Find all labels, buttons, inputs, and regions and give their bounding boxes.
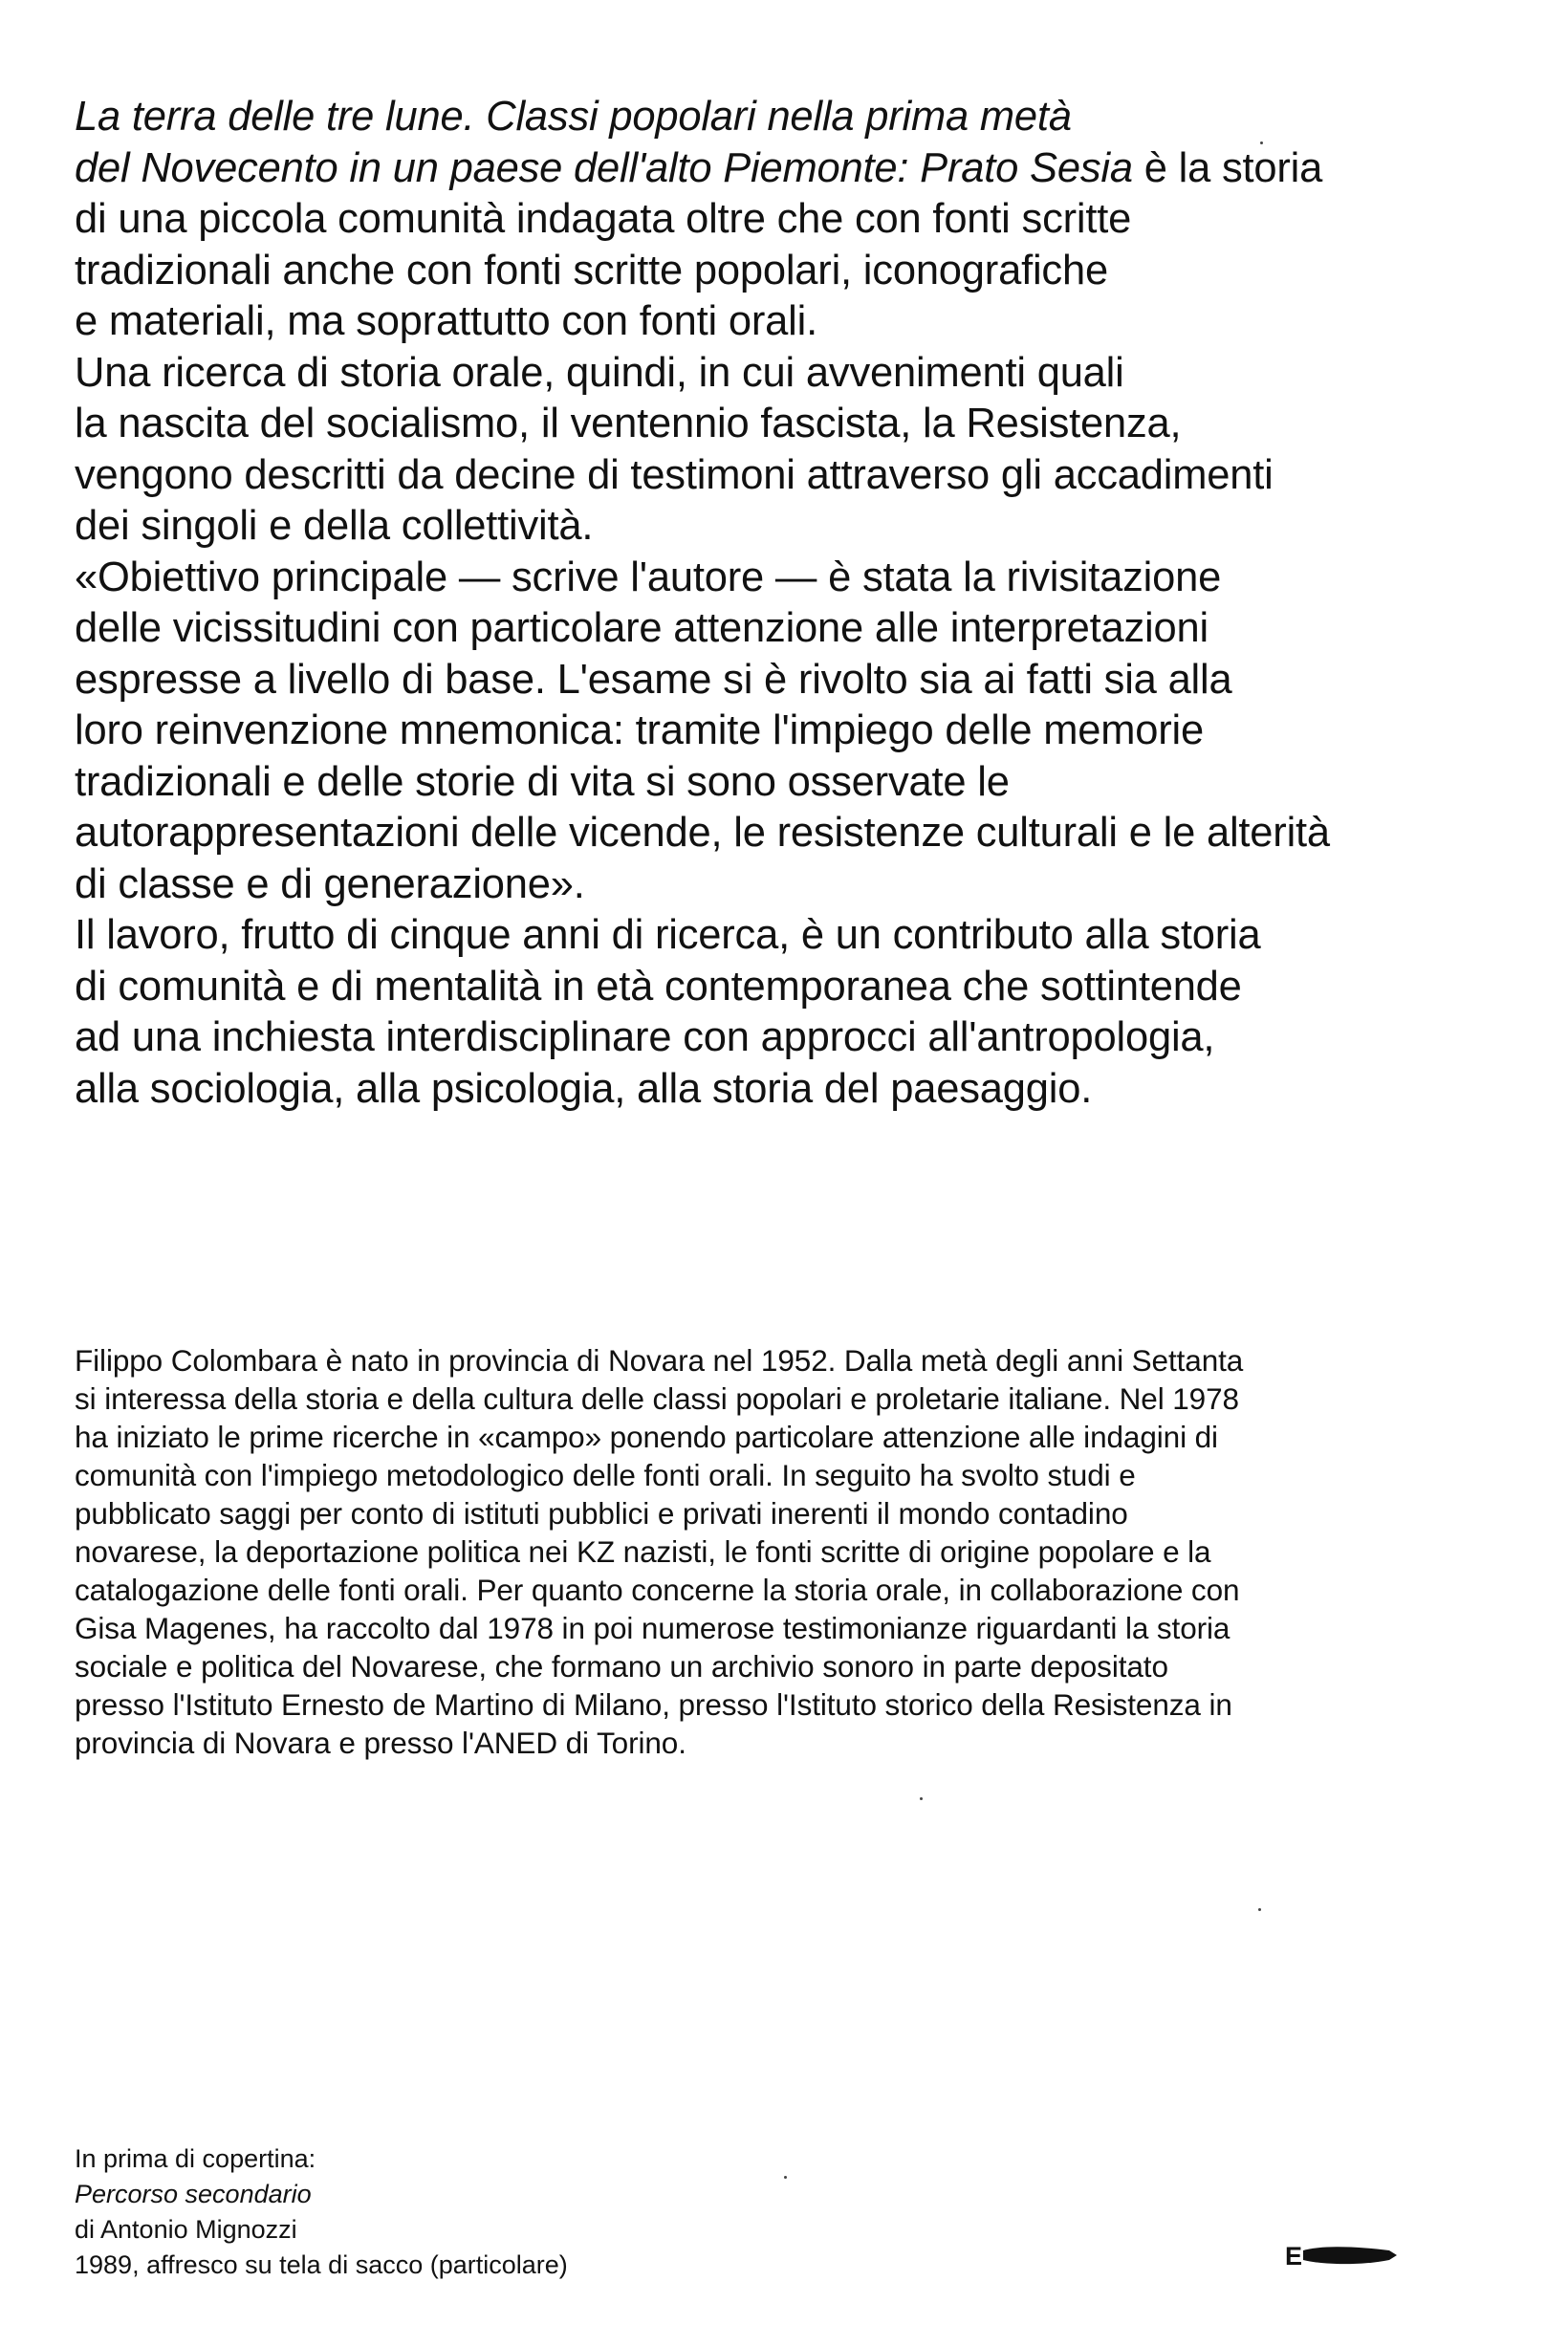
blurb-line: alla sociologia, alla psicologia, alla storia del paesaggio. [75, 1065, 1093, 1112]
blurb-line: Il lavoro, frutto di cinque anni di ricerca, è un contributo alla storia [75, 912, 1261, 958]
back-cover-blurb [75, 92, 1499, 1115]
bio-line: sociale e politica del Novarese, che formano un archivio sonoro in parte depositato [75, 1649, 1168, 1684]
bio-line: ha iniziato le prime ricerche in «campo» ponendo particolare attenzione alle indagini di [75, 1420, 1218, 1454]
blurb-line: vengono descritti da decine di testimoni attraverso gli accadimenti [75, 451, 1274, 498]
artwork-title: Percorso secondario [75, 2180, 312, 2208]
blurb-line: Una ricerca di storia orale, quindi, in cui avvenimenti quali [75, 349, 1124, 396]
print-speck [1258, 1908, 1261, 1911]
blurb-line: del Novecento in un paese dell'alto Piemonte: Prato Sesia è la storia [75, 144, 1323, 191]
blurb-line: tradizionali e delle storie di vita si sono osservate le [75, 758, 1010, 805]
blurb-line: ad una inchiesta interdisciplinare con approcci all'antropologia, [75, 1014, 1215, 1060]
blurb-line: loro reinvenzione mnemonica: tramite l'impiego delle memorie [75, 707, 1205, 753]
print-speck [1260, 141, 1263, 144]
blurb-line: autorappresentazioni delle vicende, le resistenze culturali e le alterità [75, 810, 1330, 856]
blurb-line: di classe e di generazione». [75, 860, 585, 907]
print-speck [920, 1797, 923, 1800]
artist-name: di Antonio Mignozzi [75, 2215, 297, 2244]
blurb-line: espresse a livello di base. L'esame si è rivolto sia ai fatti sia alla [75, 656, 1232, 703]
blurb-line: dei singoli e della collettività. [75, 503, 594, 549]
book-title-italic: La terra delle tre lune. Classi popolari nella prima metà [75, 94, 1072, 140]
credit-heading: In prima di copertina: [75, 2144, 316, 2173]
bio-line: si interessa della storia e della cultura delle classi popolari e proletarie italiane. Nel 1978 [75, 1381, 1239, 1416]
publisher-logo-icon [1284, 2241, 1399, 2270]
logo-letter: E [1285, 2242, 1303, 2270]
blurb-paragraph-1 [75, 92, 1499, 348]
blurb-paragraph-3-quote [75, 553, 1499, 911]
author-bio [75, 1341, 1499, 1762]
bio-line: catalogazione delle fonti orali. Per quanto concerne la storia orale, in collaborazione con [75, 1573, 1240, 1607]
cover-image-credit [75, 2141, 568, 2283]
blurb-paragraph-2 [75, 348, 1499, 553]
bio-line: comunità con l'impiego metodologico delle fonti orali. In seguito ha svolto studi e [75, 1458, 1136, 1492]
book-subtitle-italic: del Novecento in un paese dell'alto Piemonte: Prato Sesia [75, 144, 1133, 191]
logo-mark [1303, 2247, 1397, 2264]
blurb-paragraph-4 [75, 910, 1499, 1115]
blurb-line: la nascita del socialismo, il ventennio fascista, la Resistenza, [75, 401, 1182, 446]
print-speck [784, 2176, 787, 2179]
bio-line: Gisa Magenes, ha raccolto dal 1978 in poi numerose testimonianze riguardanti la storia [75, 1611, 1230, 1645]
blurb-line [75, 92, 1499, 143]
bio-line: Filippo Colombara è nato in provincia di Novara nel 1952. Dalla metà degli anni Settanta [75, 1343, 1244, 1378]
bio-line: presso l'Istituto Ernesto de Martino di Milano, presso l'Istituto storico della Resistenza in [75, 1687, 1232, 1722]
bio-line: pubblicato saggi per conto di istituti pubblici e privati inerenti il mondo contadino [75, 1496, 1128, 1531]
artwork-details: 1989, affresco su tela di sacco (particolare) [75, 2250, 568, 2279]
blurb-line: di comunità e di mentalità in età contemporanea che sottintende [75, 963, 1242, 1010]
blurb-line: «Obiettivo principale — scrive l'autore — è stata la rivisitazione [75, 554, 1222, 600]
blurb-line: di una piccola comunità indagata oltre che con fonti scritte [75, 196, 1132, 242]
blurb-line: delle vicissitudini con particolare attenzione alle interpretazioni [75, 605, 1209, 651]
blurb-line: e materiali, ma soprattutto con fonti orali. [75, 298, 817, 344]
blurb-line: tradizionali anche con fonti scritte popolari, iconografiche [75, 247, 1108, 293]
bio-line: provincia di Novara e presso l'ANED di Torino. [75, 1726, 686, 1760]
bio-line: novarese, la deportazione politica nei KZ nazisti, le fonti scritte di origine popolare e la [75, 1534, 1211, 1569]
